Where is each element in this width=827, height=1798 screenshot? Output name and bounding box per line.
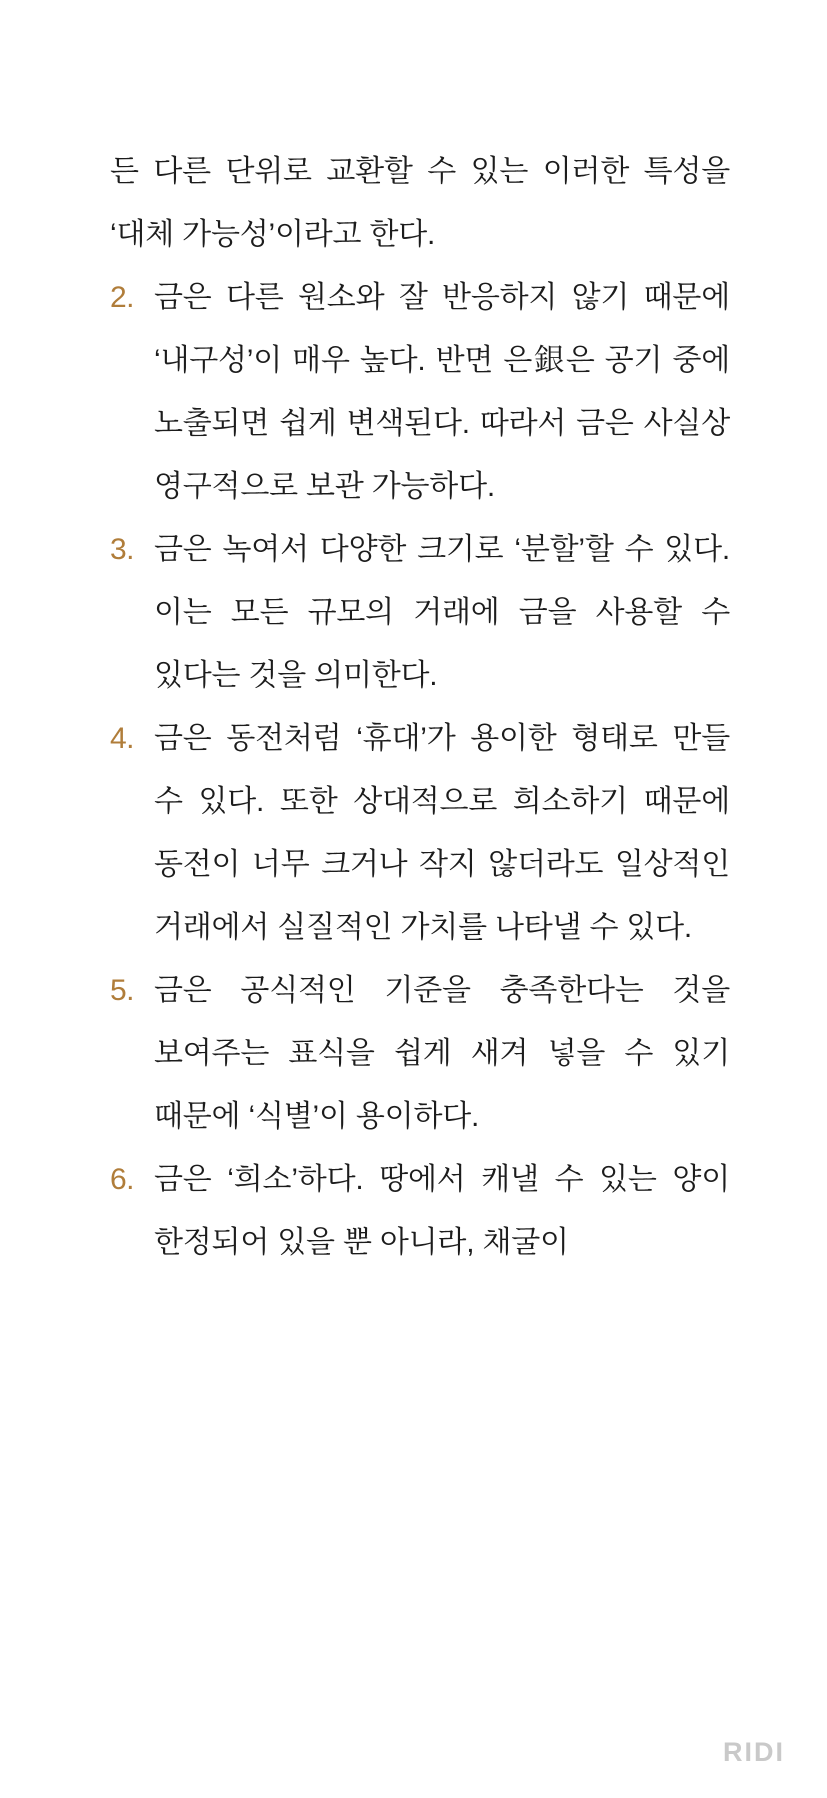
paragraph-text: 든 다른 단위로 교환할 수 있는 이러한 특성을 ‘대체 가능성’이라고 한다. <box>110 155 730 251</box>
list-item-6 <box>110 1148 730 1274</box>
list-item-4 <box>110 707 730 959</box>
ridi-watermark: RIDI <box>723 1737 785 1767</box>
paragraph-text-6: 금은 ‘희소’하다. 땅에서 캐낼 수 있는 양이 한정되어 있을 뿐 아니라, 채굴이 <box>154 1163 730 1259</box>
paragraph-continuation <box>110 140 730 266</box>
book-text-column <box>110 140 730 1274</box>
paragraph-text-4: 금은 동전처럼 ‘휴대’가 용이한 형태로 만들 수 있다. 또한 상대적으로 희소하기 때문에 동전이 너무 크거나 작지 않더라도 일상적인 거래에서 실질적인 가치를 나타낼 수 있다. <box>154 722 730 944</box>
list-item-5 <box>110 959 730 1148</box>
list-item-3 <box>110 518 730 707</box>
list-marker-2: 2. <box>110 281 135 314</box>
paragraph-text-5: 금은 공식적인 기준을 충족한다는 것을 보여주는 표식을 쉽게 새겨 넣을 수 있기 때문에 ‘식별’이 용이하다. <box>154 974 730 1133</box>
list-marker-6: 6. <box>110 1163 135 1196</box>
list-marker-3: 3. <box>110 533 135 566</box>
list-marker-5: 5. <box>110 974 135 1007</box>
paragraph-text-3: 금은 녹여서 다양한 크기로 ‘분할’할 수 있다. 이는 모든 규모의 거래에 금을 사용할 수 있다는 것을 의미한다. <box>154 533 730 692</box>
paragraph-text-2: 금은 다른 원소와 잘 반응하지 않기 때문에 ‘내구성’이 매우 높다. 반면 은銀은 공기 중에 노출되면 쉽게 변색된다. 따라서 금은 사실상 영구적으로 보관 가능하다. <box>154 281 730 503</box>
list-item-2 <box>110 266 730 518</box>
list-marker-4: 4. <box>110 722 135 755</box>
